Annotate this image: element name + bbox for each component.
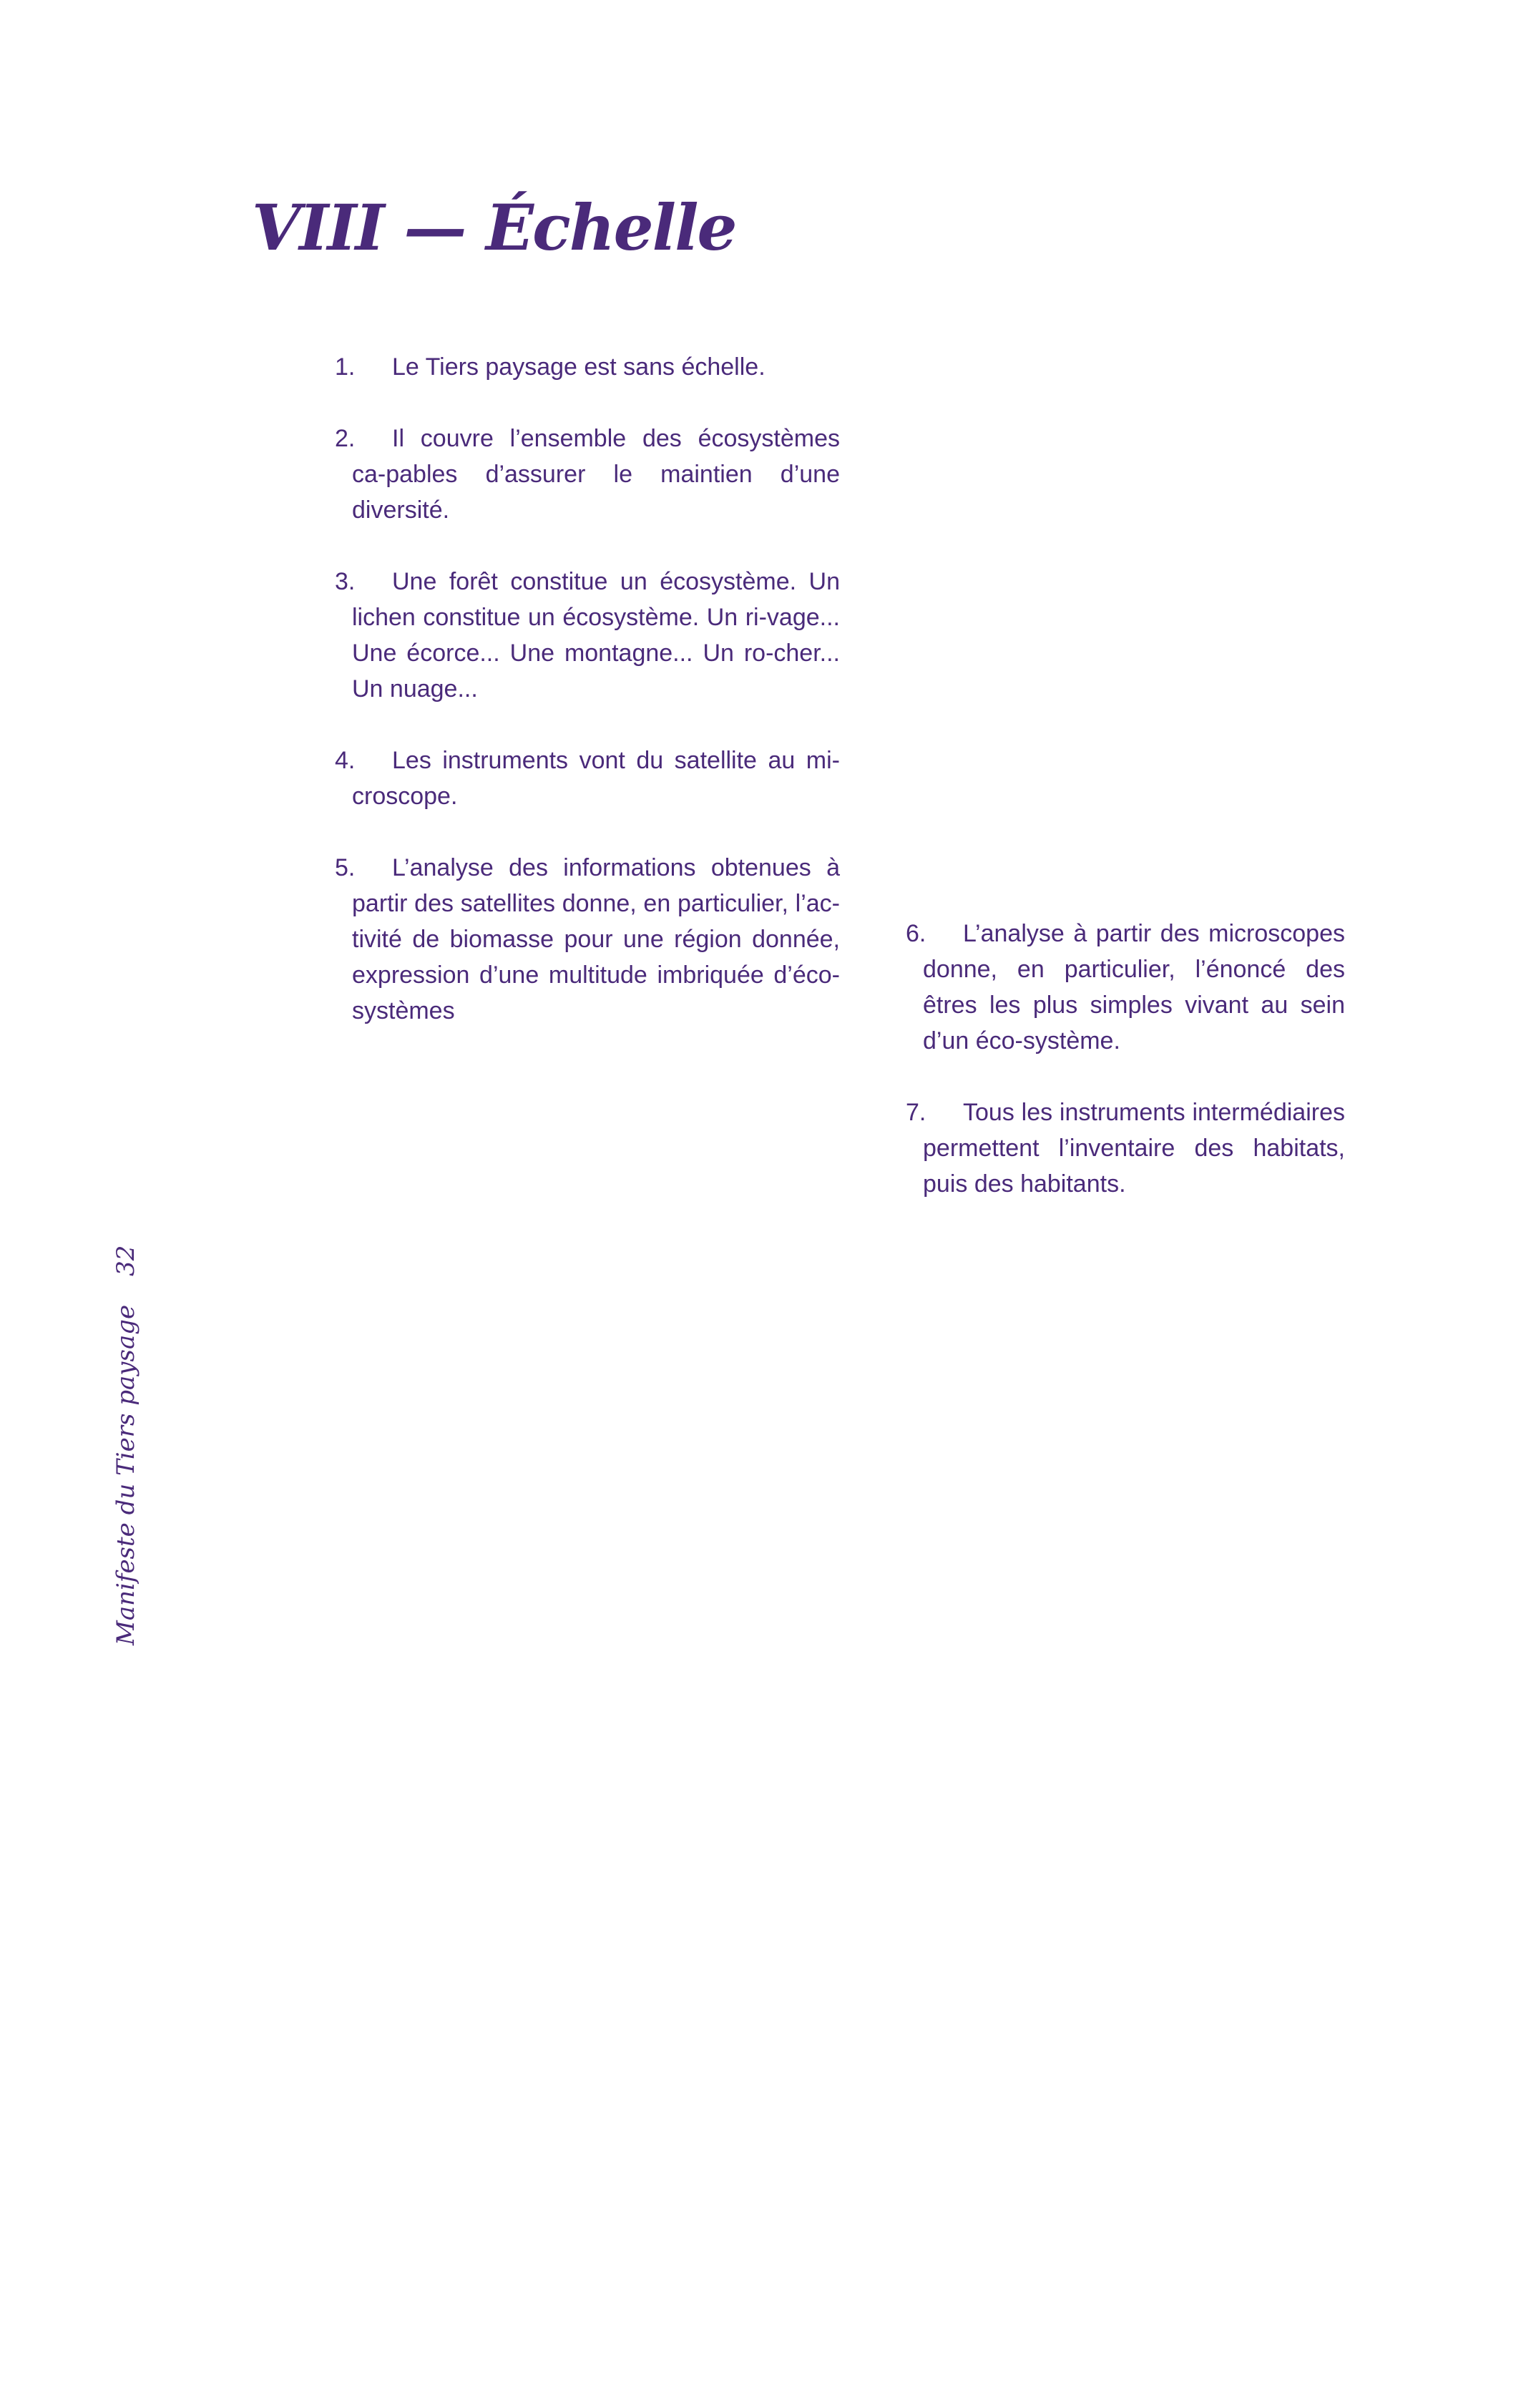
chapter-title: VIII — Échelle — [252, 190, 736, 265]
item-text: Les instruments vont du satellite au mi-croscope. — [352, 747, 840, 810]
list-item — [335, 850, 840, 1029]
item-number: 7. — [906, 1099, 926, 1126]
item-number: 4. — [335, 747, 356, 774]
item-text: Une forêt constitue un écosystème. Un lichen constitue un écosystème. Un ri-vage... Une écorce... Une montagne... Un ro-cher... Un nuage... — [352, 568, 840, 703]
book-title: Manifeste du Tiers paysage — [112, 1304, 140, 1645]
item-number: 6. — [906, 920, 926, 947]
item-number: 3. — [335, 568, 356, 595]
item-text: L’analyse à partir des microscopes donne, en particulier, l’énoncé des êtres les plus simples vivant au sein d’un éco-système. — [923, 920, 1345, 1054]
running-head — [112, 1245, 140, 1645]
item-text: Le Tiers paysage est sans échelle. — [392, 353, 766, 381]
item-text: Il couvre l’ensemble des écosystèmes ca-pables d’assurer le maintien d’une diversité. — [352, 425, 840, 524]
list-item — [335, 421, 840, 528]
item-number: 1. — [335, 353, 356, 381]
item-number: 2. — [335, 425, 356, 452]
list-item — [335, 564, 840, 707]
list-item — [335, 349, 840, 385]
item-number: 5. — [335, 854, 356, 881]
item-text: Tous les instruments intermédiaires permettent l’inventaire des habitats, puis des habitants. — [923, 1099, 1345, 1198]
list-item — [906, 916, 1345, 1059]
item-text: L’analyse des informations obtenues à partir des satellites donne, en particulier, l’ac-tivité de biomasse pour une région donnée, expression d’une multitude imbriquée d’éco-systèmes — [352, 854, 840, 1024]
right-column — [906, 916, 1345, 1238]
list-item — [335, 743, 840, 814]
page-number: 32 — [112, 1245, 140, 1276]
list-item — [906, 1095, 1345, 1202]
left-column — [335, 349, 840, 1064]
